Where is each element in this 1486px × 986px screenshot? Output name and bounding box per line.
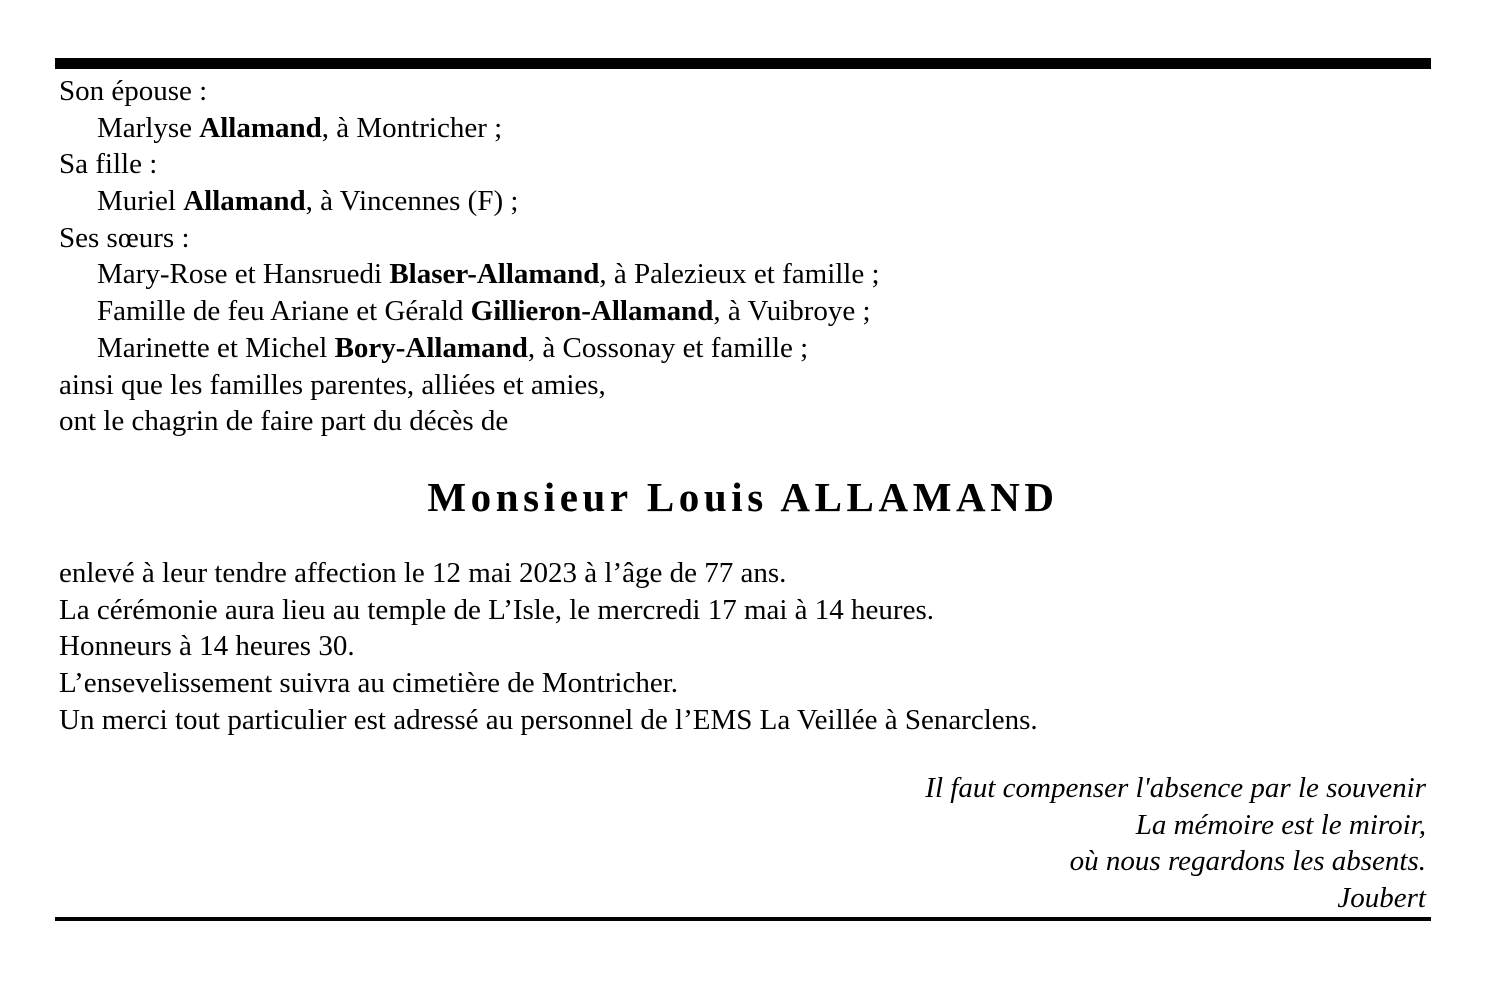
quote-line: où nous regardons les absents. [1069,845,1426,877]
spouse-heading: Son épouse : [59,75,208,107]
sister-surname: Gillieron-Allamand [470,295,714,328]
ceremony-details [59,555,1359,738]
spouse-surname: Allamand [199,111,322,144]
top-border-rule [55,58,1431,69]
family-list [59,73,1359,440]
detail-line: La cérémonie aura lieu au temple de L’Isle, le mercredi 17 mai à 14 heures. [59,593,934,626]
sister-surname: Blaser-Allamand [389,258,600,291]
closing-line: ont le chagrin de faire part du décès de [59,405,509,438]
sister-entry: Marinette et Michel Bory-Allamand, à Cossonay et famille ; [97,331,809,364]
sisters-heading: Ses sœurs : [59,221,190,254]
quote-line: Il faut compenser l'absence par le souvenir [925,772,1426,804]
deceased-name: Monsieur Louis ALLAMAND [427,474,1059,520]
detail-line: Un merci tout particulier est adressé au personnel de l’EMS La Veillée à Senarclens. [59,703,1038,736]
quote-line: La mémoire est le miroir, [1135,808,1426,841]
daughter-heading: Sa fille : [59,148,158,181]
sister-entry: Famille de feu Ariane et Gérald Gillieron-Allamand, à Vuibroye ; [97,295,871,328]
spouse-entry: Marlyse Allamand, à Montricher ; [97,111,503,144]
detail-line: enlevé à leur tendre affection le 12 mai 2023 à l’âge de 77 ans. [59,557,787,589]
sister-entry: Mary-Rose et Hansruedi Blaser-Allamand, à Palezieux et famille ; [97,258,880,291]
closing-line: ainsi que les familles parentes, alliées et amies, [59,368,606,401]
detail-line: L’ensevelissement suivra au cimetière de Montricher. [59,667,678,700]
quote-author: Joubert [1337,881,1426,914]
memorial-quote [626,770,1426,916]
daughter-entry: Muriel Allamand, à Vincennes (F) ; [97,185,519,218]
sister-surname: Bory-Allamand [334,331,528,364]
daughter-surname: Allamand [183,185,306,218]
bottom-border-rule [55,917,1431,921]
detail-line: Honneurs à 14 heures 30. [59,630,355,663]
